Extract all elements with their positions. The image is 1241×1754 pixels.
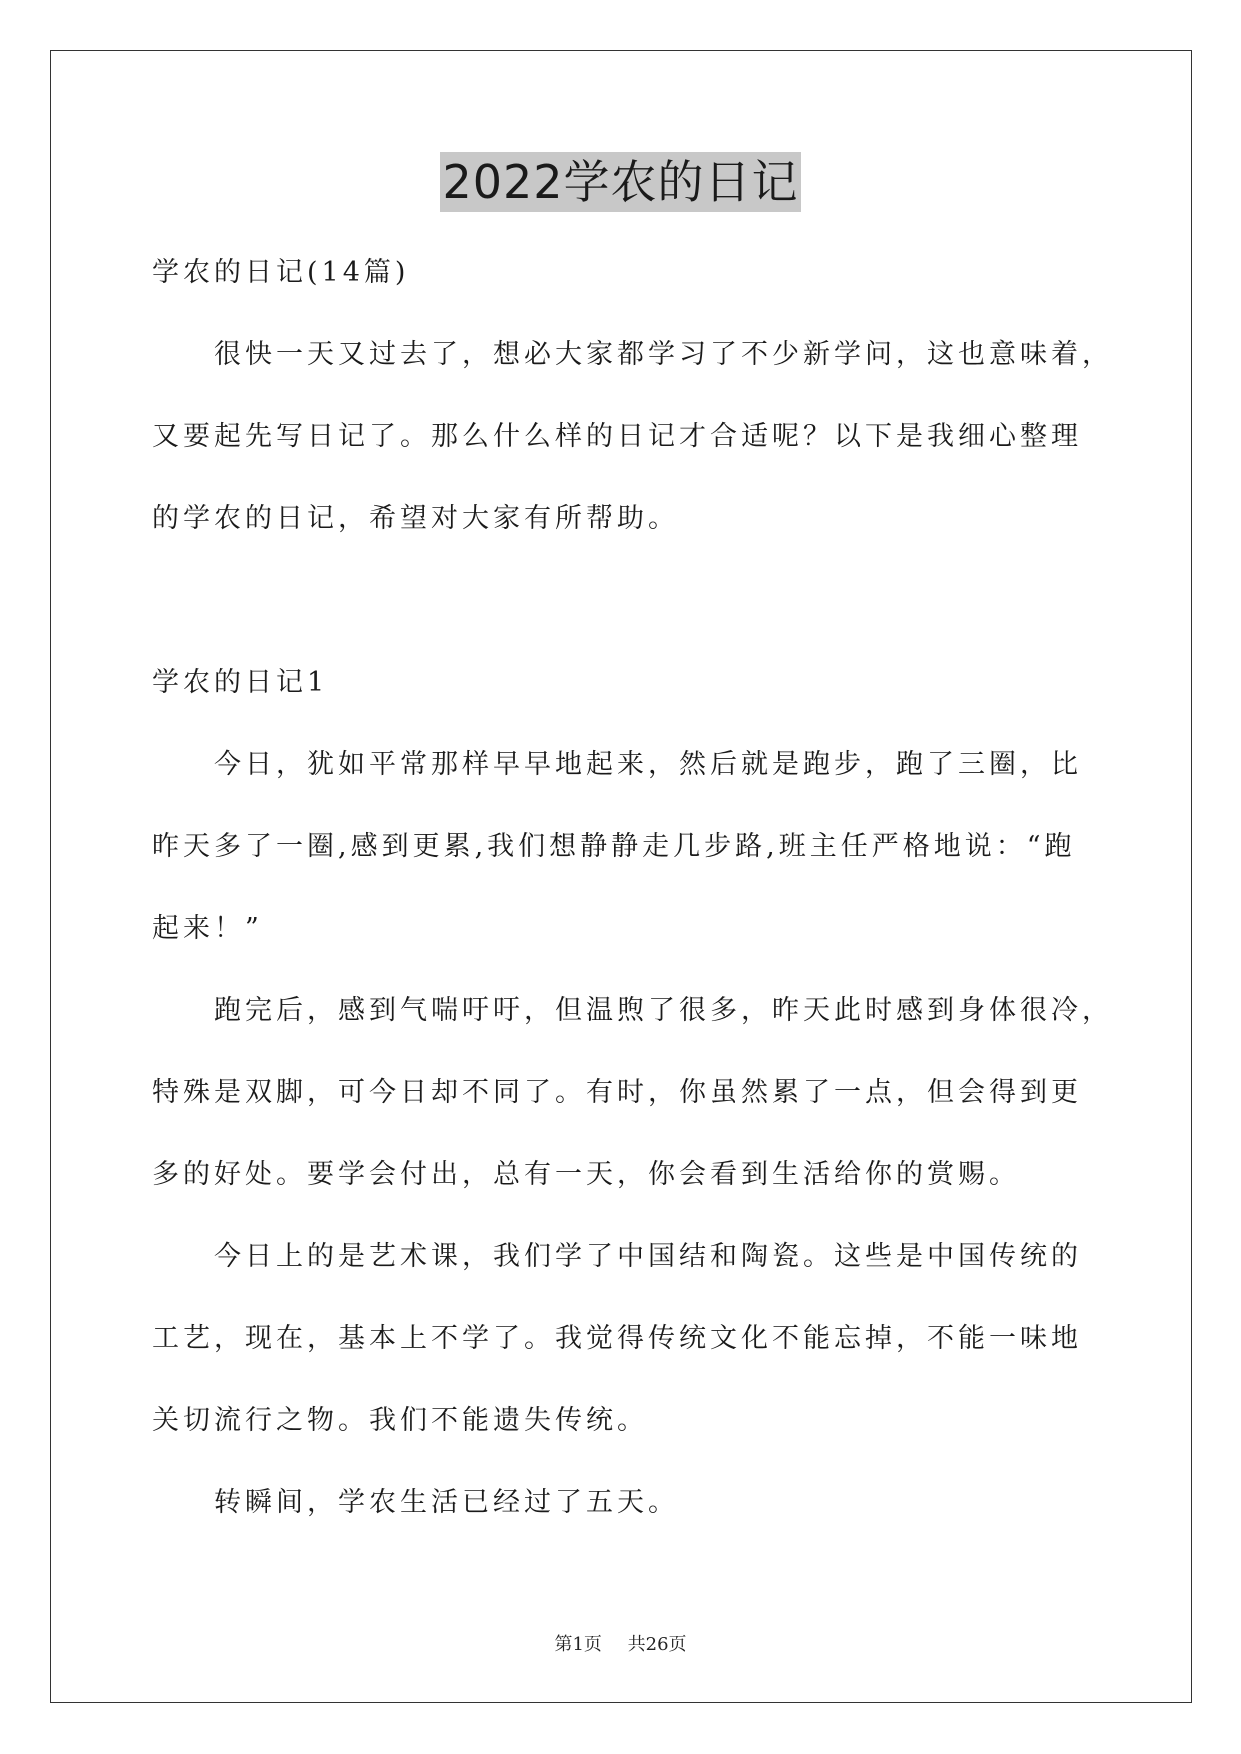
paragraph-line: 今日，犹如平常那样早早地起来，然后就是跑步，跑了三圈，比 <box>214 749 1082 780</box>
section-heading: 学农的日记1 <box>152 667 329 698</box>
document-subtitle: 学农的日记(14篇) <box>152 257 410 288</box>
paragraph-line: 转瞬间，学农生活已经过了五天。 <box>214 1487 679 1518</box>
intro-line: 的学农的日记，希望对大家有所帮助。 <box>152 503 679 534</box>
paragraph-line: 起来！” <box>152 913 263 944</box>
page-number-current: 第1页 <box>554 1634 602 1655</box>
page-number-total: 共26页 <box>627 1634 687 1655</box>
document-body <box>152 232 1113 1544</box>
paragraph-line: 跑完后，感到气喘吁吁，但温煦了很多，昨天此时感到身体很冷， <box>214 995 1113 1026</box>
document-title: 2022学农的日记 <box>440 152 800 212</box>
paragraph-line: 多的好处。要学会付出，总有一天，你会看到生活给你的赏赐。 <box>152 1159 1020 1190</box>
paragraph-line: 关切流行之物。我们不能遗失传统。 <box>152 1405 648 1436</box>
paragraph-line: 今日上的是艺术课，我们学了中国结和陶瓷。这些是中国传统的 <box>214 1241 1082 1272</box>
blank-line <box>152 560 1097 642</box>
title-container <box>0 152 1241 212</box>
paragraph-line: 工艺，现在，基本上不学了。我觉得传统文化不能忘掉，不能一味地 <box>152 1323 1082 1354</box>
intro-line: 又要起先写日记了。那么什么样的日记才合适呢？以下是我细心整理 <box>152 421 1082 452</box>
paragraph-line: 特殊是双脚，可今日却不同了。有时，你虽然累了一点，但会得到更 <box>152 1077 1082 1108</box>
intro-line: 很快一天又过去了，想必大家都学习了不少新学问，这也意味着， <box>214 339 1113 370</box>
paragraph-line: 昨天多了一圈,感到更累,我们想静静走几步路,班主任严格地说：“跑 <box>152 831 1076 862</box>
page-footer <box>0 1630 1241 1656</box>
